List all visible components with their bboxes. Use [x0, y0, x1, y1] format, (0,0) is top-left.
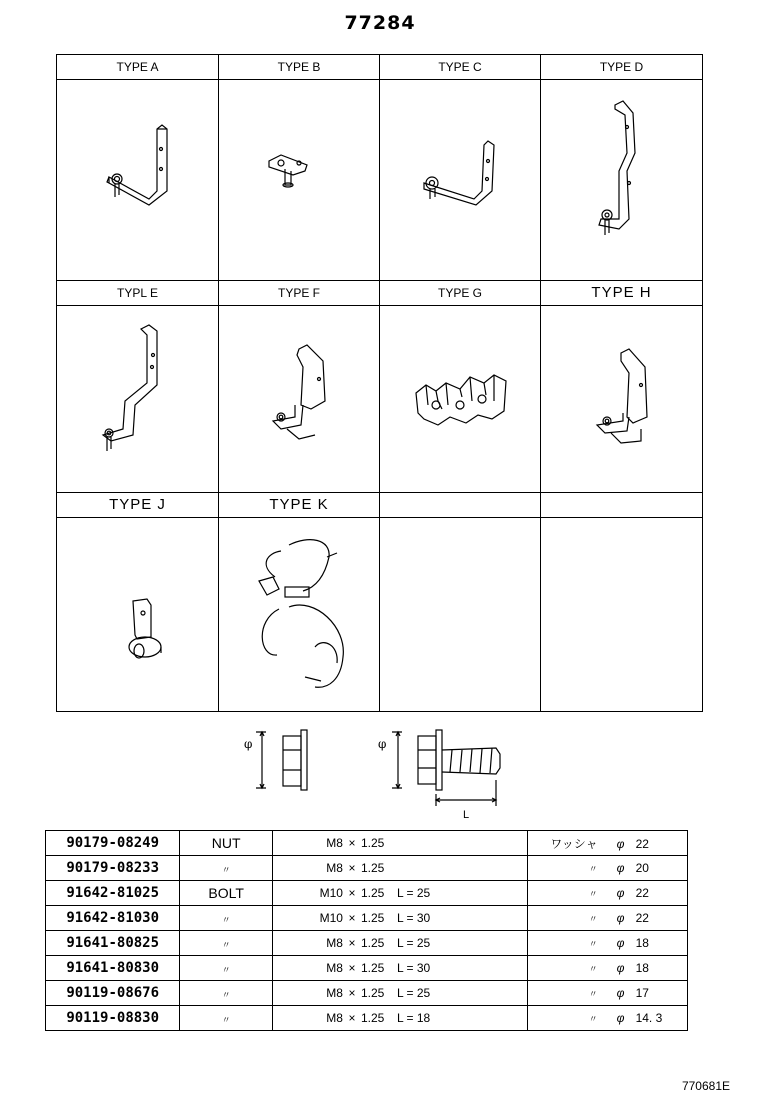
diameter-symbol: φ: [616, 836, 625, 851]
thread-spec: [272, 981, 527, 1006]
thread-size: M8: [326, 961, 343, 975]
thread-pitch: 1.25: [360, 1011, 385, 1025]
times-sign: ×: [348, 836, 356, 850]
type-a-label: TYPE A: [57, 55, 218, 80]
washer-spec: [527, 1006, 687, 1031]
parts-row: [46, 881, 688, 906]
type-e-label: TYPL E: [57, 281, 218, 306]
type-c-label: TYPE C: [380, 55, 540, 80]
type-k-cell: [219, 493, 380, 711]
bracket-type-c-icon: [380, 79, 541, 279]
part-number: 91642-81025: [46, 881, 180, 906]
bolt-length: L = 30: [396, 961, 431, 975]
empty-header-2: [541, 493, 702, 518]
type-f-label: TYPE F: [219, 281, 379, 306]
diameter-symbol: φ: [616, 1011, 625, 1025]
type-d-cell: [541, 55, 702, 281]
part-kind-text: BOLT: [208, 885, 244, 901]
thread-pitch: 1.25: [360, 861, 385, 875]
part-kind-text: 〃: [221, 915, 231, 925]
thread-spec: [272, 1006, 527, 1031]
part-kind: [180, 831, 273, 856]
type-g-cell: [380, 281, 541, 493]
washer-spec: [527, 831, 687, 856]
bracket-type-h-icon: [541, 305, 702, 493]
diameter-symbol: φ: [616, 886, 625, 900]
part-kind-text: 〃: [221, 965, 231, 975]
drawing-code: 770681E: [681, 1079, 730, 1093]
type-j-cell: [57, 493, 219, 711]
parts-row: [46, 1006, 688, 1031]
bolt-length: L = 25: [396, 886, 431, 900]
part-kind-text: 〃: [221, 1015, 231, 1025]
parts-row: [46, 831, 688, 856]
parts-row: [46, 956, 688, 981]
diameter-symbol: φ: [616, 961, 625, 975]
thread-spec: [272, 956, 527, 981]
part-number: 91641-80830: [46, 956, 180, 981]
times-sign: ×: [348, 861, 356, 875]
bolt-length-label: L: [463, 809, 470, 821]
part-number: 90119-08830: [46, 1006, 180, 1031]
bolt-diameter-label: φ: [378, 737, 387, 751]
nut-diameter-label: φ: [244, 737, 253, 751]
washer-spec: [527, 856, 687, 881]
parts-row: [46, 931, 688, 956]
thread-pitch: 1.25: [360, 886, 385, 900]
washer-label: 〃: [588, 964, 598, 974]
bracket-type-d-icon: [541, 79, 702, 279]
parts-table: [45, 830, 688, 1031]
washer-label: 〃: [588, 1014, 598, 1024]
part-number: 91642-81030: [46, 906, 180, 931]
bracket-type-f-icon: [219, 305, 380, 493]
bracket-type-b-icon: [219, 79, 380, 279]
type-d-label: TYPE D: [541, 55, 702, 80]
thread-pitch: 1.25: [360, 961, 385, 975]
nut-drawing: [256, 730, 307, 790]
type-h-cell: [541, 281, 702, 493]
type-a-cell: [57, 55, 219, 281]
type-f-cell: [219, 281, 380, 493]
thread-size: M8: [326, 861, 343, 875]
washer-diameter: 22: [635, 836, 649, 851]
clamp-type-j-icon: [57, 517, 219, 711]
thread-size: M8: [326, 1011, 343, 1025]
washer-spec: [527, 956, 687, 981]
times-sign: ×: [348, 1011, 356, 1025]
times-sign: ×: [348, 986, 356, 1000]
thread-size: M10: [319, 911, 343, 925]
bolt-length: L = 25: [396, 936, 431, 950]
page-title: 77284: [344, 12, 416, 34]
washer-label: 〃: [588, 914, 598, 924]
washer-spec: [527, 931, 687, 956]
thread-spec: [272, 931, 527, 956]
washer-diameter: 18: [635, 936, 649, 950]
washer-diameter: 22: [635, 911, 649, 925]
washer-label: ワッシャ: [550, 836, 598, 851]
bolt-length: L = 18: [396, 1011, 431, 1025]
type-h-label: TYPE H: [541, 281, 702, 306]
part-kind: [180, 981, 273, 1006]
part-kind: [180, 956, 273, 981]
part-number: 90179-08249: [46, 831, 180, 856]
washer-diameter: 22: [635, 886, 649, 900]
part-kind: [180, 906, 273, 931]
parts-row: [46, 906, 688, 931]
thread-spec: [272, 856, 527, 881]
type-k-label: TYPE K: [219, 493, 379, 518]
type-c-cell: [380, 55, 541, 281]
bracket-type-e-icon: [57, 305, 219, 493]
diameter-symbol: φ: [616, 986, 625, 1000]
parts-row: [46, 981, 688, 1006]
type-b-cell: [219, 55, 380, 281]
thread-pitch: 1.25: [360, 986, 385, 1000]
thread-pitch: 1.25: [360, 936, 385, 950]
part-kind-text: 〃: [221, 865, 231, 875]
bracket-type-grid: [56, 54, 703, 712]
clamp-type-g-icon: [380, 305, 541, 493]
empty-header-1: [380, 493, 540, 518]
part-kind: [180, 931, 273, 956]
washer-label: 〃: [588, 939, 598, 949]
nut-bolt-dimension-diagram: [0, 720, 760, 830]
times-sign: ×: [348, 961, 356, 975]
washer-spec: [527, 981, 687, 1006]
washer-diameter: 14. 3: [635, 1011, 663, 1025]
washer-label: 〃: [588, 889, 598, 899]
empty-cell-1: [380, 493, 541, 711]
part-kind-text: 〃: [221, 990, 231, 1000]
bolt-length: L = 30: [396, 911, 431, 925]
thread-spec: [272, 831, 527, 856]
diameter-symbol: φ: [616, 936, 625, 950]
bolt-drawing: [392, 730, 500, 806]
diameter-symbol: φ: [616, 861, 625, 875]
washer-diameter: 17: [635, 986, 649, 1000]
empty-cell-2: [541, 493, 702, 711]
thread-size: M10: [319, 886, 343, 900]
thread-size: M8: [326, 986, 343, 1000]
thread-size: M8: [326, 836, 343, 850]
times-sign: ×: [348, 936, 356, 950]
thread-size: M8: [326, 936, 343, 950]
part-kind-text: NUT: [211, 835, 241, 851]
part-number: 90119-08676: [46, 981, 180, 1006]
bolt-length: L = 25: [396, 986, 431, 1000]
parts-row: [46, 856, 688, 881]
type-g-label: TYPE G: [380, 281, 540, 306]
washer-diameter: 18: [635, 961, 649, 975]
type-b-label: TYPE B: [219, 55, 379, 80]
washer-spec: [527, 881, 687, 906]
clamp-type-k-icon: [219, 517, 380, 711]
part-number: 90179-08233: [46, 856, 180, 881]
thread-pitch: 1.25: [360, 911, 385, 925]
part-number: 91641-80825: [46, 931, 180, 956]
part-kind: [180, 1006, 273, 1031]
type-j-label: TYPE J: [57, 493, 218, 518]
washer-diameter: 20: [635, 861, 649, 875]
thread-spec: [272, 881, 527, 906]
part-kind-text: 〃: [221, 940, 231, 950]
thread-pitch: 1.25: [360, 836, 385, 850]
type-e-cell: [57, 281, 219, 493]
part-kind: [180, 856, 273, 881]
diameter-symbol: φ: [616, 911, 625, 925]
washer-spec: [527, 906, 687, 931]
times-sign: ×: [348, 886, 356, 900]
washer-label: 〃: [588, 989, 598, 999]
part-kind: [180, 881, 273, 906]
washer-label: 〃: [588, 864, 598, 874]
times-sign: ×: [348, 911, 356, 925]
bracket-type-a-icon: [57, 79, 219, 279]
thread-spec: [272, 906, 527, 931]
